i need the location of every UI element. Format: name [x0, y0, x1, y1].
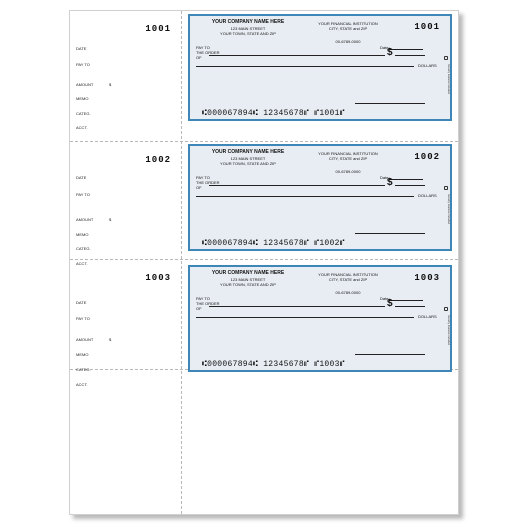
bank-name: YOUR FINANCIAL INSTITUTION: [318, 21, 378, 26]
stub-number: 1001: [145, 24, 171, 34]
bank-fraction: 00-6789-0000: [335, 290, 361, 295]
check-number: 1002: [414, 152, 440, 162]
padlock-icon: [444, 56, 448, 60]
date-line: [389, 300, 423, 301]
signature-line: [355, 233, 425, 234]
stub-amount-label: AMOUNT: [76, 337, 94, 342]
padlock-icon: [444, 307, 448, 311]
written-amount-line: [196, 317, 414, 318]
company-city: YOUR TOWN, STATE AND ZIP: [220, 161, 276, 166]
bank-name: YOUR FINANCIAL INSTITUTION: [318, 272, 378, 277]
check-1: [188, 14, 452, 121]
bank-name: YOUR FINANCIAL INSTITUTION: [318, 151, 378, 156]
stub-acct-label: ACCT.: [76, 261, 88, 266]
bank-fraction: 00-6789-0000: [335, 39, 361, 44]
micr-line: ⑆000067894⑆ 12345678⑈ ⑈1003⑈: [202, 360, 345, 369]
check-sheet: [69, 10, 459, 515]
stub-memo-label: MEMO: [76, 352, 89, 357]
check-number: 1001: [414, 22, 440, 32]
padlock-icon: [444, 186, 448, 190]
dollar-sign: $: [387, 47, 393, 58]
stub-payto-label: PAY TO: [76, 62, 90, 67]
pay-to-line-3: OF: [196, 55, 202, 60]
date-line: [389, 49, 423, 50]
stub-amount-label: AMOUNT: [76, 217, 94, 222]
stub-2: [70, 142, 181, 266]
pay-to-line-2: THE ORDER: [196, 50, 220, 55]
written-amount-line: [196, 66, 414, 67]
stub-acct-label: ACCT.: [76, 125, 88, 130]
security-note: Security Features Included: [447, 194, 450, 224]
company-street: 123 MAIN STREET: [230, 26, 266, 31]
pay-to-line-3: OF: [196, 306, 202, 311]
company-name: YOUR COMPANY NAME HERE: [211, 19, 285, 25]
dollar-sign: $: [387, 298, 393, 309]
stub-amount-sign: $: [109, 217, 112, 222]
check-number: 1003: [414, 273, 440, 283]
stub-memo-label: MEMO: [76, 96, 89, 101]
stub-acct-label: ACCT.: [76, 382, 88, 387]
security-note: Security Features Included: [447, 315, 450, 345]
stub-amount-sign: $: [109, 82, 112, 87]
pay-to-line-3: OF: [196, 185, 202, 190]
stub-3: [70, 260, 181, 387]
company-city: YOUR TOWN, STATE AND ZIP: [220, 282, 276, 287]
stub-1: [70, 11, 181, 131]
signature-line: [355, 354, 425, 355]
payee-line: [209, 55, 385, 56]
stub-memo-label: MEMO: [76, 232, 89, 237]
amount-box-line: [395, 185, 425, 186]
security-note: Security Features Included: [447, 64, 450, 94]
stub-date-label: DATE: [76, 300, 87, 305]
written-amount-line: [196, 196, 414, 197]
stub-number: 1002: [145, 155, 171, 165]
stub-date-label: DATE: [76, 46, 87, 51]
dollar-sign: $: [387, 177, 393, 188]
stub-amount-sign: $: [109, 337, 112, 342]
dollars-label: DOLLARS: [418, 314, 437, 319]
amount-box-line: [395, 306, 425, 307]
check-2: [188, 144, 452, 251]
micr-line: ⑆000067894⑆ 12345678⑈ ⑈1001⑈: [202, 109, 345, 118]
bank-city: CITY, STATE and ZIP: [328, 277, 368, 282]
stub-categ-label: CATEG.: [76, 246, 91, 251]
payee-line: [209, 306, 385, 307]
bank-city: CITY, STATE and ZIP: [328, 26, 368, 31]
dollars-label: DOLLARS: [418, 193, 437, 198]
pay-to-line-1: PAY TO: [196, 45, 210, 50]
company-street: 123 MAIN STREET: [230, 156, 266, 161]
date-line: [389, 179, 423, 180]
stub-date-label: DATE: [76, 175, 87, 180]
company-street: 123 MAIN STREET: [230, 277, 266, 282]
dollars-label: DOLLARS: [418, 63, 437, 68]
pay-to-label: [196, 175, 220, 190]
amount-box-line: [395, 55, 425, 56]
bank-fraction: 00-6789-0000: [335, 169, 361, 174]
stub-payto-label: PAY TO: [76, 192, 90, 197]
vertical-perforation: [181, 11, 182, 514]
company-name: YOUR COMPANY NAME HERE: [211, 270, 285, 276]
stub-amount-label: AMOUNT: [76, 82, 94, 87]
pay-to-line-1: PAY TO: [196, 175, 210, 180]
pay-to-line-2: THE ORDER: [196, 180, 220, 185]
company-city: YOUR TOWN, STATE AND ZIP: [220, 31, 276, 36]
date-label: Date: [380, 296, 389, 301]
signature-line: [355, 103, 425, 104]
pay-to-label: [196, 45, 220, 60]
micr-line: ⑆000067894⑆ 12345678⑈ ⑈1002⑈: [202, 239, 345, 248]
pay-to-line-1: PAY TO: [196, 296, 210, 301]
check-3: [188, 265, 452, 372]
stub-payto-label: PAY TO: [76, 316, 90, 321]
stub-number: 1003: [145, 273, 171, 283]
stub-categ-label: CATEG.: [76, 111, 91, 116]
stub-categ-label: CATEG.: [76, 367, 91, 372]
pay-to-line-2: THE ORDER: [196, 301, 220, 306]
payee-line: [209, 185, 385, 186]
pay-to-label: [196, 296, 220, 311]
date-label: Date: [380, 45, 389, 50]
bank-city: CITY, STATE and ZIP: [328, 156, 368, 161]
company-name: YOUR COMPANY NAME HERE: [211, 149, 285, 155]
date-label: Date: [380, 175, 389, 180]
